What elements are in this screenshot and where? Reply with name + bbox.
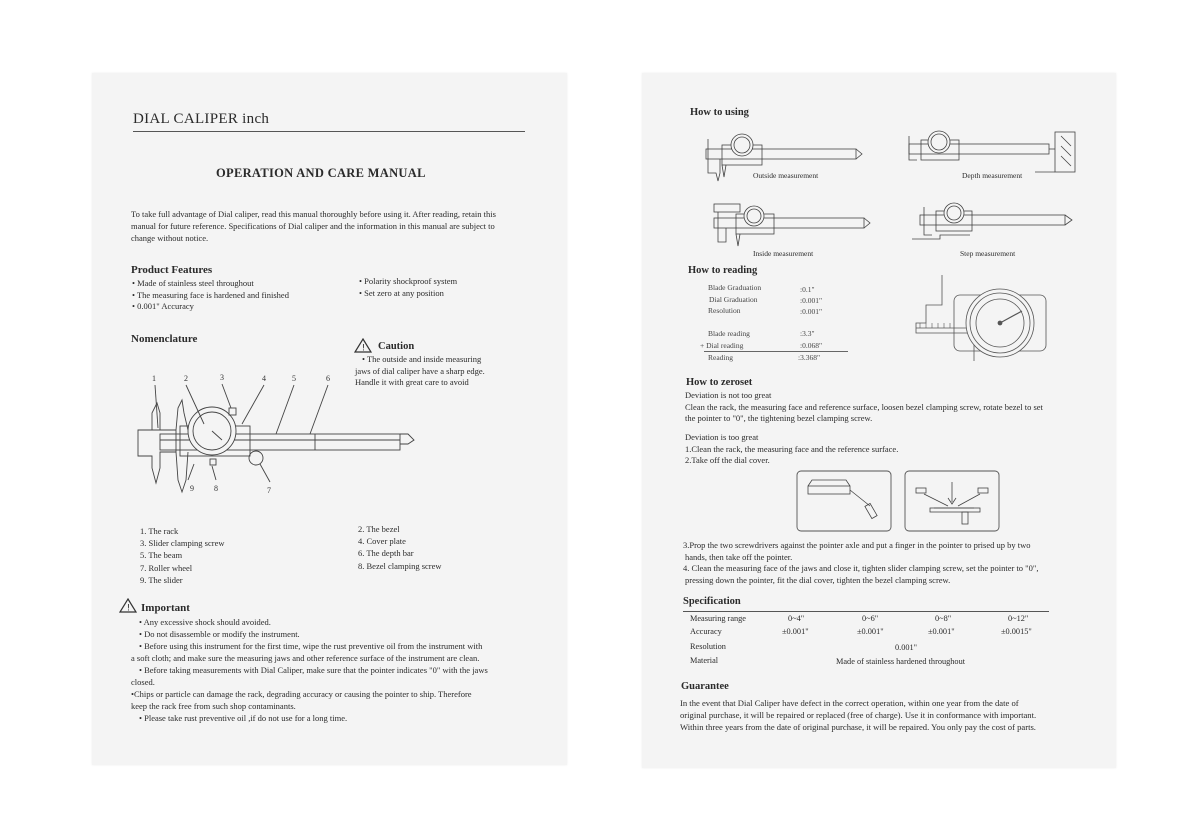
part-item: 2. The bezel bbox=[358, 524, 400, 534]
part-item: 6. The depth bar bbox=[358, 548, 414, 559]
reading-label: Resolution bbox=[708, 306, 741, 315]
intro-line: manual for future reference. Specifications of Dial caliper and the information in this manual are subject to bbox=[131, 221, 495, 231]
zeroset-line: Deviation is not too great bbox=[685, 390, 772, 400]
spec-value: ±0.0015" bbox=[1001, 627, 1032, 636]
intro-paragraph bbox=[131, 208, 496, 244]
reading-label: Blade Graduation bbox=[708, 283, 762, 292]
right-manual-page bbox=[642, 73, 1116, 768]
diagram-label: 6 bbox=[326, 374, 330, 383]
important-line: •Chips or particle can damage the rack, degrading accuracy or causing the pointer to ship. Therefore bbox=[131, 689, 472, 699]
part-item: 5. The beam bbox=[140, 550, 183, 561]
spec-label: Material bbox=[690, 656, 719, 665]
inside-measurement-caption: Inside measurement bbox=[753, 249, 814, 258]
important-line: • Any excessive shock should avoided. bbox=[139, 617, 271, 627]
important-line: • Do not disassemble or modify the instrument. bbox=[139, 629, 300, 639]
svg-text:!: ! bbox=[126, 603, 131, 613]
important-warning-icon bbox=[119, 598, 137, 618]
spec-value: ±0.001" bbox=[857, 627, 884, 636]
part-item: 3. Slider clamping screw bbox=[140, 538, 225, 549]
spec-value: 0.001" bbox=[895, 643, 918, 652]
diagram-label: 8 bbox=[214, 484, 218, 493]
zeroset-line: 4. Clean the measuring face of the jaws and close it, tighten slider clamping screw, set the pointer to "0", bbox=[683, 563, 1039, 574]
title-underline bbox=[133, 131, 525, 132]
important-line: • Before using this instrument for the first time, wipe the rust preventive oil from the instrument with bbox=[139, 641, 483, 651]
spec-value: ±0.001" bbox=[928, 627, 955, 636]
caution-line: Handle it with great care to avoid bbox=[355, 377, 469, 387]
spec-value: 0~6" bbox=[862, 614, 879, 623]
zeroset-text-1 bbox=[685, 390, 1043, 425]
specification-table bbox=[690, 614, 1060, 670]
reading-value: :0.001" bbox=[800, 307, 823, 316]
diagram-label: 3 bbox=[220, 373, 224, 382]
caution-line: • The outside and inside measuring bbox=[362, 354, 482, 364]
zeroset-line: 3.Prop the two screwdrivers against the pointer axle and put a finger in the pointer to prised up by two bbox=[683, 540, 1031, 550]
manual-title: DIAL CALIPER inch bbox=[133, 111, 270, 127]
nomenclature-heading: Nomenclature bbox=[131, 333, 198, 345]
guarantee-line: Within three years from the date of original purchase, it will be repaired. You only pay the cost of parts. bbox=[680, 722, 1036, 733]
reading-label: Reading bbox=[708, 353, 733, 362]
zeroset-line: 1.Clean the rack, the measuring face and the reference surface. bbox=[685, 443, 899, 454]
guarantee-heading: Guarantee bbox=[681, 681, 729, 692]
features-list-left bbox=[132, 278, 289, 313]
intro-line: change without notice. bbox=[131, 233, 209, 243]
reading-value: :3.3" bbox=[800, 329, 815, 338]
feature-item: • Polarity shockproof system bbox=[359, 276, 458, 286]
zeroset-heading: How to zeroset bbox=[686, 377, 753, 388]
feature-item: • 0.001" Accuracy bbox=[132, 301, 194, 311]
zeroset-line: Deviation is too great bbox=[685, 432, 759, 442]
depth-measurement-caption: Depth measurement bbox=[962, 171, 1023, 180]
spec-value: Made of stainless hardened throughout bbox=[836, 657, 966, 666]
feature-item: • Set zero at any position bbox=[359, 287, 444, 298]
important-line: closed. bbox=[131, 677, 155, 687]
caliper-nomenclature-diagram bbox=[130, 368, 420, 508]
part-item: 8. Bezel clamping screw bbox=[358, 560, 442, 571]
important-line: • Please take rust preventive oil ,if do not use for a long time. bbox=[139, 713, 348, 723]
how-reading-heading: How to reading bbox=[688, 265, 758, 276]
step-measurement-diagram bbox=[910, 201, 1075, 246]
diagram-label: 1 bbox=[152, 374, 156, 383]
intro-line: To take full advantage of Dial caliper, read this manual thoroughly before using it. After reading, retain this bbox=[131, 209, 496, 219]
manual-subtitle: OPERATION AND CARE MANUAL bbox=[216, 166, 426, 180]
feature-item: • Made of stainless steel throughout bbox=[132, 278, 254, 288]
diagram-label: 7 bbox=[267, 486, 271, 495]
reading-value: :0.068" bbox=[800, 341, 823, 350]
important-line: • Before taking measurements with Dial Caliper, make sure that the pointer indicates "0" with the jaws bbox=[139, 665, 488, 675]
diagram-label: 4 bbox=[262, 374, 266, 383]
important-heading: Important bbox=[141, 602, 190, 614]
specification-heading: Specification bbox=[683, 596, 741, 607]
dial-reading-diagram bbox=[914, 273, 1054, 363]
how-using-heading: How to using bbox=[690, 107, 749, 118]
step-measurement-caption: Step measurement bbox=[960, 249, 1016, 258]
zeroset-text-2 bbox=[685, 432, 898, 467]
svg-text:!: ! bbox=[361, 343, 366, 353]
diagram-label: 9 bbox=[190, 484, 194, 493]
spec-value: 0~4" bbox=[788, 614, 805, 623]
zeroset-text-3 bbox=[683, 540, 1039, 586]
pointer-removal-diagram-2 bbox=[904, 470, 1000, 532]
specification-rule bbox=[683, 611, 1049, 612]
spec-value: 0~8" bbox=[935, 614, 952, 623]
reading-label: Dial Graduation bbox=[709, 295, 758, 304]
part-item: 7. Roller wheel bbox=[140, 562, 193, 573]
caution-heading: Caution bbox=[378, 341, 415, 352]
feature-item: • The measuring face is hardened and finished bbox=[132, 289, 289, 300]
important-text bbox=[131, 616, 488, 724]
part-item: 1. The rack bbox=[140, 526, 179, 536]
diagram-label: 5 bbox=[292, 374, 296, 383]
features-heading: Product Features bbox=[131, 264, 213, 276]
zeroset-line: 2.Take off the dial cover. bbox=[685, 455, 770, 465]
reading-label: Blade reading bbox=[708, 329, 750, 338]
reading-sum-line bbox=[704, 351, 848, 352]
important-line: a soft cloth; and make sure the measuring jaws and other reference surface of the instrument are clean. bbox=[131, 653, 480, 663]
zeroset-line: the pointer to "0", the tightening bezel clamping screw. bbox=[685, 413, 873, 423]
zeroset-line: Clean the rack, the measuring face and reference surface, loosen bezel clamping screw, rotate bezel to set bbox=[685, 401, 1043, 412]
important-line: keep the rack free from such shop contaminants. bbox=[131, 701, 296, 711]
part-item: 9. The slider bbox=[140, 574, 183, 585]
left-manual-page bbox=[92, 73, 567, 765]
spec-label: Accuracy bbox=[690, 627, 722, 636]
caution-line: jaws of dial caliper have a sharp edge. bbox=[355, 365, 485, 376]
parts-list-left bbox=[140, 525, 225, 586]
parts-list-right bbox=[358, 523, 442, 572]
guarantee-text bbox=[680, 697, 1036, 734]
reading-value: :0.1" bbox=[800, 285, 815, 294]
zeroset-line: hands, then take off the pointer. bbox=[685, 551, 793, 562]
outside-measurement-caption: Outside measurement bbox=[753, 171, 819, 180]
guarantee-line: In the event that Dial Caliper have defect in the correct operation, within one year from the date of bbox=[680, 698, 1019, 708]
spec-value: 0~12" bbox=[1008, 614, 1029, 623]
zeroset-line: pressing down the pointer, fit the dial cover, tighten the bezel clamping screw. bbox=[685, 574, 951, 585]
guarantee-line: original purchase, it will be repaired or replaced (free of charge). Use it in conformance with important. bbox=[680, 710, 1037, 721]
inside-measurement-diagram bbox=[712, 198, 872, 253]
part-item: 4. Cover plate bbox=[358, 536, 406, 547]
spec-label: Resolution bbox=[690, 642, 726, 651]
reading-value: :3.368" bbox=[798, 353, 821, 362]
diagram-label: 2 bbox=[184, 374, 188, 383]
pointer-removal-diagram-1 bbox=[796, 470, 892, 532]
reading-value: :0.001" bbox=[800, 296, 823, 305]
reading-label: + Dial reading bbox=[700, 341, 744, 350]
spec-label: Measuring range bbox=[690, 614, 746, 623]
features-list-right bbox=[359, 276, 457, 299]
spec-value: ±0.001" bbox=[782, 627, 809, 636]
